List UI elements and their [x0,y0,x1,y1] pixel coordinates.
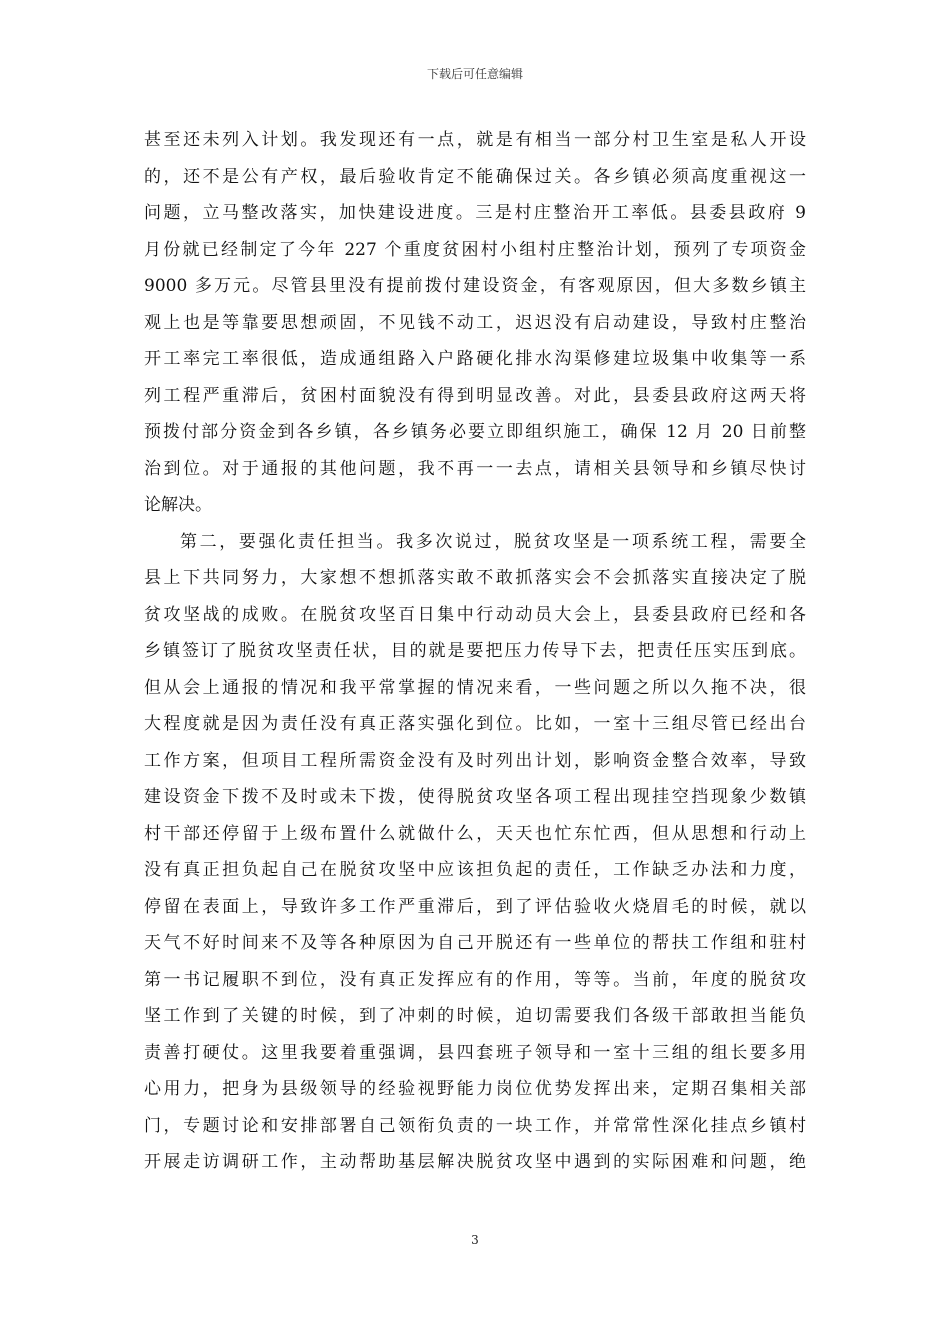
page-header: 下载后可任意编辑 [426,67,523,81]
text-line: 第一书记履职不到位，没有真正发挥应有的作用，等等。当前，年度的脱贫攻 [144,969,806,990]
text-line: 停留在表面上，导致许多工作严重滞后，到了评估验收火烧眉毛的时候，就以 [144,896,806,917]
text-line: 坚工作到了关键的时候，到了冲刺的时候，迫切需要我们各级干部敢担当能负 [144,1006,806,1026]
paragraph-2 [144,524,806,1181]
text-line: 甚至还未列入计划。我发现还有一点，就是有相当一部分村卫生室是私人开设 [144,130,806,150]
text-line: 工作方案，但项目工程所需资金没有及时列出计划，影响资金整合效率，导致 [144,750,806,771]
text-line: 天气不好时间来不及等各种原因为自己开脱还有一些单位的帮扶工作组和驻村 [144,933,806,953]
text-line: 列工程严重滞后，贫困村面貌没有得到明显改善。对此，县委县政府这两天将 [144,385,806,406]
text-line: 开工率完工率很低，造成通组路入户路硬化排水沟渠修建垃圾集中收集等一系 [144,349,806,369]
paragraph-1 [144,122,806,524]
text-line: 9000 多万元。尽管县里没有提前拨付建设资金，有客观原因，但大多数乡镇主 [144,276,806,296]
text-line: 责善打硬仗。这里我要着重强调，县四套班子领导和一室十三组的组长要多用 [144,1042,806,1063]
text-line: 观上也是等靠要思想顽固，不见钱不动工，迟迟没有启动建设，导致村庄整治 [144,312,806,333]
text-line: 月份就已经制定了今年 227 个重度贫困村小组村庄整治计划，预列了专项资金 [144,239,806,260]
text-line: 论解决。 [144,495,212,515]
text-line: 乡镇签订了脱贫攻坚责任状，目的就是要把压力传导下去，把责任压实压到底。 [144,641,806,661]
text-line: 村干部还停留于上级布置什么就做什么，天天也忙东忙西，但从思想和行动上 [144,823,806,844]
text-line: 开展走访调研工作，主动帮助基层解决脱贫攻坚中遇到的实际困难和问题，绝 [144,1152,806,1172]
text-line: 贫攻坚战的成败。在脱贫攻坚百日集中行动动员大会上，县委县政府已经和各 [144,604,806,625]
text-line: 第二，要强化责任担当。我多次说过，脱贫攻坚是一项系统工程，需要全 [180,531,806,552]
text-line: 的，还不是公有产权，最后验收肯定不能确保过关。各乡镇必须高度重视这一 [144,166,806,187]
text-line: 门，专题讨论和安排部署自己领衔负责的一块工作，并常常性深化挂点乡镇村 [144,1115,806,1136]
text-line: 没有真正担负起自己在脱贫攻坚中应该担负起的责任，工作缺乏办法和力度， [144,860,806,880]
text-line: 大程度就是因为责任没有真正落实强化到位。比如，一室十三组尽管已经出台 [144,714,806,734]
text-line: 但从会上通报的情况和我平常掌握的情况来看，一些问题之所以久拖不决，很 [144,677,806,698]
text-line: 预拨付部分资金到各乡镇，各乡镇务必要立即组织施工，确保 12 月 20 日前整 [144,422,806,442]
text-line: 问题，立马整改落实，加快建设进度。三是村庄整治开工率低。县委县政府 9 [144,203,806,223]
text-line: 县上下共同努力，大家想不想抓落实敢不敢抓落实会不会抓落实直接决定了脱 [144,568,806,588]
text-line: 建设资金下拨不及时或未下拨，使得脱贫攻坚各项工程出现挂空挡现象少数镇 [144,787,806,807]
document-body [144,122,806,1181]
page-number: 3 [471,1233,479,1247]
text-line: 心用力，把身为县级领导的经验视野能力岗位优势发挥出来，定期召集相关部 [144,1079,806,1099]
text-line: 治到位。对于通报的其他问题，我不再一一去点，请相关县领导和乡镇尽快讨 [144,458,806,479]
